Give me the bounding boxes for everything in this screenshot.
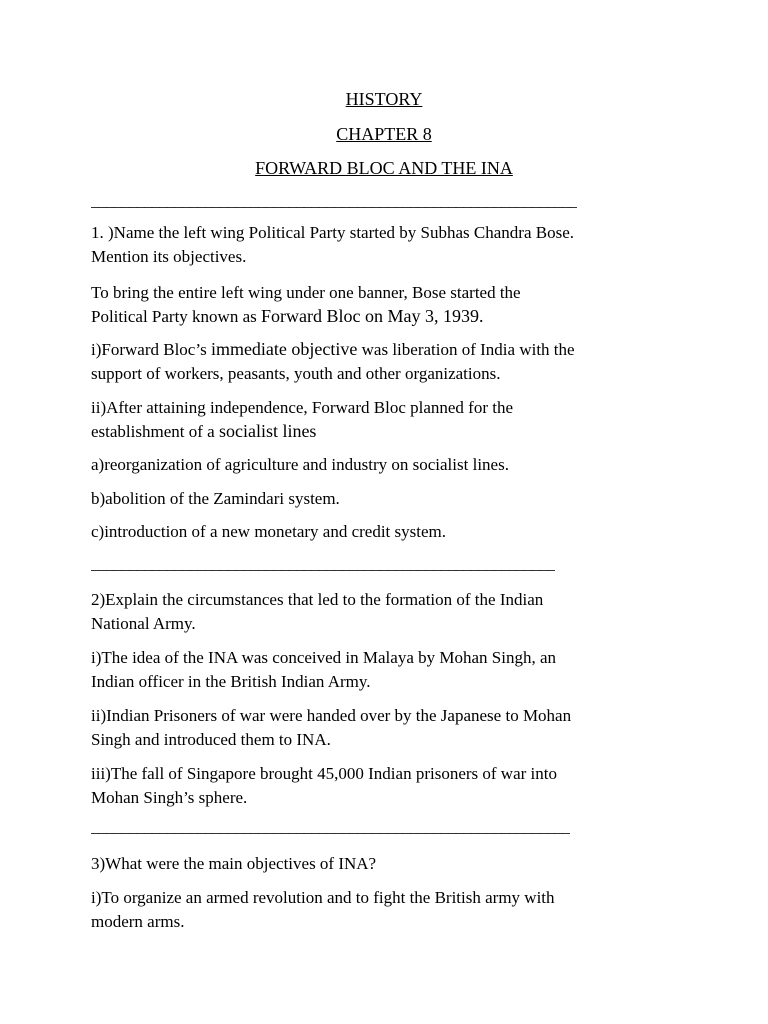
answer-1-sub-a <box>91 453 691 477</box>
sub-point-c: c)introduction of a new monetary and credit system. <box>91 522 446 541</box>
answer-1-point-1-line-2: support of workers, peasants, youth and other organizations. <box>91 363 501 383</box>
socialist-lines-highlight: socialist lines <box>218 420 317 441</box>
question-1-line-2: Mention its objectives. <box>91 246 247 266</box>
sub-point-a: a)reorganization of agriculture and industry on socialist lines. <box>91 455 509 474</box>
answer-2-point-3 <box>91 762 691 809</box>
chapter-heading: CHAPTER 8 <box>336 124 432 144</box>
answer-2-point-2 <box>91 704 691 751</box>
answer-1-sub-c <box>91 520 691 544</box>
answer-2-point-1-line-2: Indian officer in the British Indian Army. <box>91 671 371 691</box>
point-2-prefix: establishment of a <box>91 421 219 441</box>
question-2 <box>91 588 691 635</box>
divider-rule: _______________________________________________________________ <box>91 820 570 836</box>
divider-rule: ________________________________________________________________ <box>91 194 578 210</box>
point-1-prefix: i)Forward Bloc’s <box>91 340 211 359</box>
answer-2-point-3-line-1: iii)The fall of Singapore brought 45,000 Indian prisoners of war into <box>91 764 557 783</box>
subject-heading: HISTORY <box>345 89 423 109</box>
sub-point-b: b)abolition of the Zamindari system. <box>91 489 340 508</box>
answer-1-point-1 <box>91 338 691 385</box>
question-2-line-2: National Army. <box>91 613 196 633</box>
forward-bloc-highlight: Forward Bloc on May 3, 1939. <box>260 305 484 326</box>
answer-1-intro-text: Political Party known as <box>91 306 261 326</box>
answer-1-point-2 <box>91 396 691 443</box>
answer-1-intro-line-2 <box>91 305 691 329</box>
answer-1-point-2-line-1: ii)After attaining independence, Forward Bloc planned for the <box>91 398 514 417</box>
answer-2-point-3-line-2: Mohan Singh’s sphere. <box>91 787 248 807</box>
answer-1-point-2-line-2 <box>91 420 691 444</box>
point-1-suffix: was liberation of India with the <box>357 340 575 359</box>
divider-rule: _____________________________________________________________ <box>91 557 555 573</box>
answer-2-point-2-line-2: Singh and introduced them to INA. <box>91 729 331 749</box>
answer-2-point-2-line-1: ii)Indian Prisoners of war were handed over by the Japanese to Mohan <box>91 706 572 725</box>
chapter-title: FORWARD BLOC AND THE INA <box>255 158 513 178</box>
answer-3-point-1-line-1: i)To organize an armed revolution and to fight the British army with <box>91 888 555 907</box>
answer-2-point-1-line-1: i)The idea of the INA was conceived in Malaya by Mohan Singh, an <box>91 648 557 667</box>
question-2-line-1: 2)Explain the circumstances that led to the formation of the Indian <box>91 590 544 609</box>
immediate-objective-highlight: immediate objective <box>210 339 358 359</box>
question-3 <box>91 852 691 876</box>
answer-1-sub-b <box>91 487 691 511</box>
answer-2-point-1 <box>91 646 691 693</box>
answer-3-point-1 <box>91 886 691 933</box>
question-1-line-1: 1. )Name the left wing Political Party started by Subhas Chandra Bose. <box>91 223 574 242</box>
answer-1-intro-line-1: To bring the entire left wing under one banner, Bose started the <box>91 283 521 302</box>
answer-3-point-1-line-2: modern arms. <box>91 911 185 931</box>
question-1 <box>91 221 691 268</box>
answer-1-intro <box>91 281 691 328</box>
answer-1-point-1-line-1 <box>91 338 691 362</box>
question-3-line-1: 3)What were the main objectives of INA? <box>91 854 377 873</box>
